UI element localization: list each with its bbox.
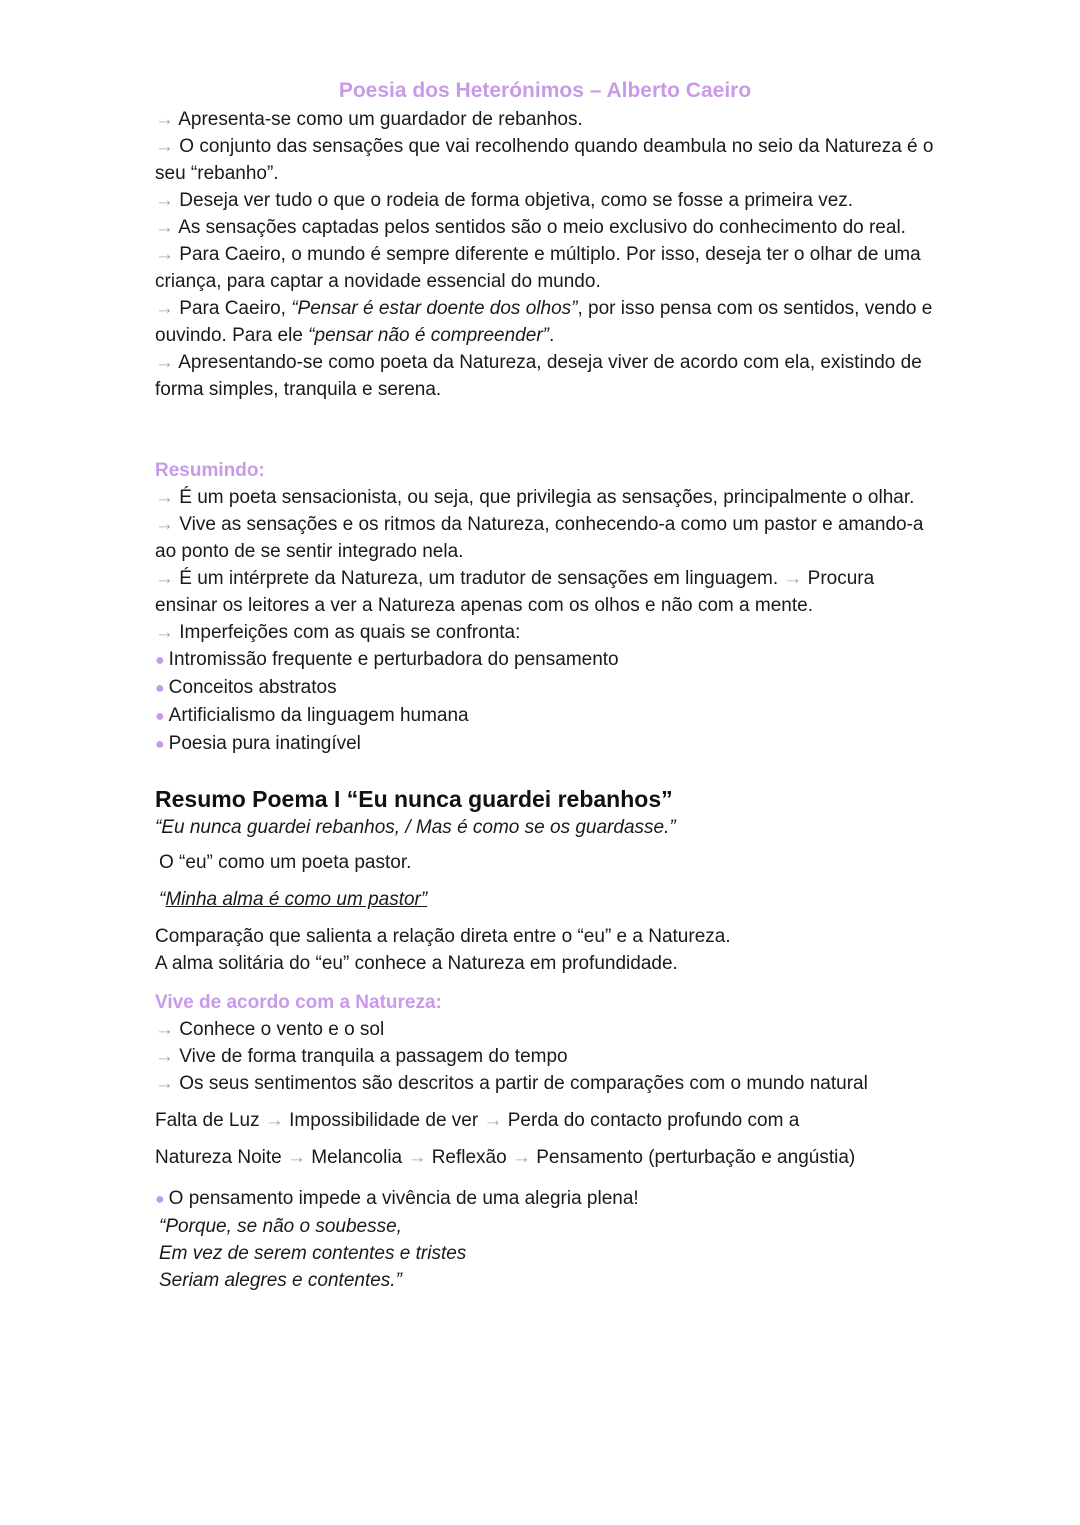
- poem-quote-line: “Porque, se não o soubesse,: [159, 1216, 402, 1237]
- bullet-icon: ●: [155, 680, 165, 697]
- intro-list: [155, 106, 935, 403]
- bullet-icon: ●: [155, 1191, 165, 1208]
- arrow-icon: →: [407, 1147, 427, 1168]
- arrow-icon: →: [155, 1046, 174, 1067]
- poem-quote: “Eu nunca guardei rebanhos, / Mas é como se os guardasse.”: [155, 817, 676, 838]
- bullet-item: ● Intromissão frequente e perturbadora do pensamento: [155, 649, 619, 670]
- bullet-icon: ●: [155, 652, 165, 669]
- chain-line: Natureza Noite → Melancolia → Reflexão → Pensamento (perturbação e angústia): [155, 1147, 856, 1168]
- list-item: → Apresentando-se como poeta da Natureza, deseja viver de acordo com ela, existindo de forma simples, tranquila e serena.: [155, 352, 922, 400]
- arrow-icon: →: [155, 1019, 174, 1040]
- arrow-icon: →: [483, 1110, 503, 1131]
- poem-heading: Resumo Poema I “Eu nunca guardei rebanhos”: [155, 786, 673, 812]
- arrow-icon: →: [783, 568, 803, 589]
- poem-line: O “eu” como um poeta pastor.: [159, 852, 412, 873]
- list-item: → Apresenta-se como um guardador de rebanhos.: [155, 109, 583, 130]
- arrow-icon: →: [155, 1073, 174, 1094]
- bullet-icon: ●: [155, 736, 165, 753]
- arrow-icon: →: [511, 1147, 531, 1168]
- arrow-icon: →: [155, 622, 174, 643]
- summary-heading: Resumindo:: [155, 460, 265, 481]
- poem-line: A alma solitária do “eu” conhece a Natureza em profundidade.: [155, 953, 678, 974]
- list-item: → Para Caeiro, “Pensar é estar doente dos olhos”, por isso pensa com os sentidos, vendo e ouvindo. Para ele “pensar não é compreender”.: [155, 298, 933, 346]
- arrow-icon: →: [155, 487, 174, 508]
- list-item: → Os seus sentimentos são descritos a partir de comparações com o mundo natural: [155, 1073, 868, 1094]
- arrow-icon: →: [155, 136, 174, 157]
- bullet-icon: ●: [155, 708, 165, 725]
- list-item: → As sensações captadas pelos sentidos são o meio exclusivo do conhecimento do real.: [155, 217, 906, 238]
- list-item: → Para Caeiro, o mundo é sempre diferente e múltiplo. Por isso, deseja ter o olhar de uma criança, para captar a novidade essencial do mundo.: [155, 244, 921, 292]
- list-item: → Vive de forma tranquila a passagem do tempo: [155, 1046, 568, 1067]
- bullet-item: ● O pensamento impede a vivência de uma alegria plena!: [155, 1188, 639, 1209]
- arrow-icon: →: [155, 514, 174, 535]
- arrow-icon: →: [287, 1147, 307, 1168]
- chain-line: Falta de Luz → Impossibilidade de ver → Perda do contacto profundo com a: [155, 1110, 800, 1131]
- list-item: → Deseja ver tudo o que o rodeia de forma objetiva, como se fosse a primeira vez.: [155, 190, 854, 211]
- poem-quote-line: Seriam alegres e contentes.”: [159, 1270, 402, 1291]
- arrow-icon: →: [264, 1110, 284, 1131]
- list-item: → Vive as sensações e os ritmos da Natureza, conhecendo-a como um pastor e amando-a ao ponto de se sentir integrado nela.: [155, 514, 924, 562]
- bullet-item: ● Conceitos abstratos: [155, 677, 337, 698]
- poem-quote-line: Em vez de serem contentes e tristes: [159, 1243, 467, 1264]
- arrow-icon: →: [155, 568, 174, 589]
- poem-line: Comparação que salienta a relação direta entre o “eu” e a Natureza.: [155, 926, 731, 947]
- arrow-icon: →: [155, 190, 174, 211]
- list-item: → É um poeta sensacionista, ou seja, que privilegia as sensações, principalmente o olhar.: [155, 487, 915, 508]
- bullet-item: ● Poesia pura inatingível: [155, 733, 361, 754]
- list-item: → É um intérprete da Natureza, um tradutor de sensações em linguagem. → Procura ensinar os leitores a ver a Natureza apenas com os olhos e não com a mente.: [155, 568, 875, 616]
- list-item: → Conhece o vento e o sol: [155, 1019, 385, 1040]
- list-item: → O conjunto das sensações que vai recolhendo quando deambula no seio da Natureza é o seu “rebanho”.: [155, 136, 934, 184]
- arrow-icon: →: [155, 217, 174, 238]
- document-page: [155, 76, 935, 1294]
- arrow-icon: →: [155, 244, 174, 265]
- arrow-icon: →: [155, 109, 174, 130]
- summary-list: [155, 484, 935, 758]
- nature-heading: Vive de acordo com a Natureza:: [155, 992, 442, 1013]
- list-item: → Imperfeições com as quais se confronta:: [155, 622, 521, 643]
- poem-quote: “Minha alma é como um pastor”: [159, 889, 428, 910]
- arrow-icon: →: [155, 298, 174, 319]
- document-title: Poesia dos Heterónimos – Alberto Caeiro: [338, 79, 752, 102]
- arrow-icon: →: [155, 352, 174, 373]
- bullet-item: ● Artificialismo da linguagem humana: [155, 705, 469, 726]
